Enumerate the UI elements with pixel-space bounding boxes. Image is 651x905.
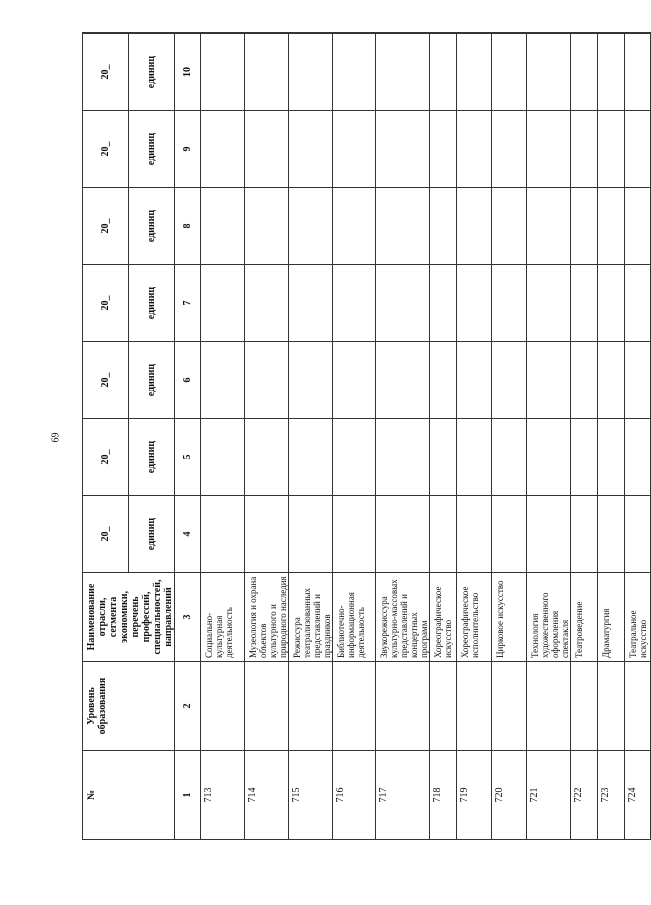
header-year: 20_ xyxy=(83,496,129,573)
row-value-cell xyxy=(492,111,527,188)
table-row xyxy=(333,33,376,840)
row-value-cell xyxy=(333,33,376,34)
header-unit: единиц xyxy=(129,188,175,265)
column-number: 8 xyxy=(175,188,201,265)
row-value-cell xyxy=(289,496,333,573)
table-row xyxy=(492,33,527,840)
row-level-cell xyxy=(598,662,625,751)
row-number: 715 xyxy=(289,751,333,840)
table-row xyxy=(625,33,651,840)
row-number: 724 xyxy=(625,751,651,840)
row-value-cell xyxy=(289,34,333,111)
header-year: 20_ xyxy=(83,419,129,496)
row-value-cell xyxy=(492,34,527,111)
column-number: 2 xyxy=(175,662,201,751)
row-value-cell xyxy=(571,419,598,496)
row-value-cell xyxy=(492,33,527,34)
row-value-cell xyxy=(527,188,571,265)
row-value-cell xyxy=(201,111,245,188)
table-row xyxy=(430,33,457,840)
row-value-cell xyxy=(598,188,625,265)
row-value-cell xyxy=(492,419,527,496)
row-value-cell xyxy=(289,188,333,265)
row-value-cell xyxy=(289,33,333,34)
row-level-cell xyxy=(571,662,598,751)
row-value-cell xyxy=(376,265,430,342)
row-value-cell xyxy=(333,265,376,342)
row-value-cell xyxy=(571,496,598,573)
header-unit: единиц xyxy=(129,342,175,419)
row-value-cell xyxy=(201,496,245,573)
row-value-cell xyxy=(625,419,651,496)
row-value-cell xyxy=(625,34,651,111)
row-value-cell xyxy=(333,496,376,573)
row-value-cell xyxy=(289,111,333,188)
column-number: 7 xyxy=(175,265,201,342)
row-value-cell xyxy=(430,265,457,342)
row-name: Режиссура театрализованных представлений и праздников xyxy=(289,573,333,662)
row-value-cell xyxy=(333,34,376,111)
header-year: 20_ xyxy=(83,265,129,342)
row-value-cell xyxy=(376,419,430,496)
row-value-cell xyxy=(457,342,492,419)
header-unit xyxy=(129,33,175,34)
row-value-cell xyxy=(289,265,333,342)
row-value-cell xyxy=(245,188,289,265)
row-value-cell xyxy=(430,496,457,573)
table-row xyxy=(289,33,333,840)
header-total xyxy=(83,33,129,34)
row-value-cell xyxy=(245,34,289,111)
row-name: Хореографическое исполнительство xyxy=(457,573,492,662)
row-value-cell xyxy=(598,34,625,111)
row-value-cell xyxy=(457,265,492,342)
row-value-cell xyxy=(245,419,289,496)
row-value-cell xyxy=(245,496,289,573)
column-number: 5 xyxy=(175,419,201,496)
row-value-cell xyxy=(245,33,289,34)
rotated-page-content xyxy=(82,33,648,840)
row-value-cell xyxy=(625,33,651,34)
row-level-cell xyxy=(245,662,289,751)
row-value-cell xyxy=(201,342,245,419)
row-level-cell xyxy=(333,662,376,751)
row-value-cell xyxy=(571,342,598,419)
column-number xyxy=(175,33,201,34)
header-unit: единиц xyxy=(129,419,175,496)
row-value-cell xyxy=(376,33,430,34)
row-value-cell xyxy=(527,342,571,419)
row-value-cell xyxy=(201,188,245,265)
row-value-cell xyxy=(625,111,651,188)
row-value-cell xyxy=(457,188,492,265)
table-row xyxy=(457,33,492,840)
row-value-cell xyxy=(457,419,492,496)
row-number: 720 xyxy=(492,751,527,840)
row-value-cell xyxy=(333,188,376,265)
row-name: Музеология и охрана объектов культурного и природного наследия xyxy=(245,573,289,662)
header-year: 20_ xyxy=(83,34,129,111)
row-value-cell xyxy=(527,496,571,573)
row-name: Хореографическое искусство xyxy=(430,573,457,662)
table-row xyxy=(376,33,430,840)
row-value-cell xyxy=(245,265,289,342)
column-number: 4 xyxy=(175,496,201,573)
header-level: Уровень образования xyxy=(83,662,175,751)
row-value-cell xyxy=(492,188,527,265)
column-number-row xyxy=(175,33,201,840)
row-value-cell xyxy=(430,111,457,188)
header-name: Наименование отрасли, сегмента экономики, перечень профессий, специальностей, направлений xyxy=(83,573,175,662)
row-value-cell xyxy=(492,496,527,573)
row-value-cell xyxy=(527,34,571,111)
row-value-cell xyxy=(457,34,492,111)
row-value-cell xyxy=(527,419,571,496)
row-value-cell xyxy=(625,342,651,419)
row-value-cell xyxy=(430,342,457,419)
row-value-cell xyxy=(430,188,457,265)
row-value-cell xyxy=(598,419,625,496)
table-row xyxy=(598,33,625,840)
row-value-cell xyxy=(376,111,430,188)
row-value-cell xyxy=(457,111,492,188)
row-number: 721 xyxy=(527,751,571,840)
row-value-cell xyxy=(625,265,651,342)
row-name: Театральное искусство xyxy=(625,573,651,662)
row-value-cell xyxy=(430,34,457,111)
header-year: 20_ xyxy=(83,111,129,188)
row-level-cell xyxy=(376,662,430,751)
row-number: 713 xyxy=(201,751,245,840)
row-value-cell xyxy=(598,496,625,573)
row-number: 723 xyxy=(598,751,625,840)
row-name: Библиотечно-информационная деятельность xyxy=(333,573,376,662)
row-value-cell xyxy=(333,342,376,419)
header-unit: единиц xyxy=(129,34,175,111)
row-value-cell xyxy=(289,419,333,496)
table-row xyxy=(201,33,245,840)
row-value-cell xyxy=(598,111,625,188)
row-number: 719 xyxy=(457,751,492,840)
row-name: Звукорежиссура культурно-массовых представлений и концертных программ xyxy=(376,573,430,662)
row-level-cell xyxy=(289,662,333,751)
header-number: № xyxy=(83,751,175,840)
row-value-cell xyxy=(492,342,527,419)
row-number: 718 xyxy=(430,751,457,840)
table-row xyxy=(245,33,289,840)
row-value-cell xyxy=(333,111,376,188)
row-value-cell xyxy=(598,265,625,342)
row-value-cell xyxy=(289,342,333,419)
table-row xyxy=(527,33,571,840)
row-value-cell xyxy=(376,188,430,265)
row-name: Социально-культурная деятельность xyxy=(201,573,245,662)
header-unit: единиц xyxy=(129,265,175,342)
row-level-cell xyxy=(430,662,457,751)
column-number: 6 xyxy=(175,342,201,419)
column-number: 1 xyxy=(175,751,201,840)
row-value-cell xyxy=(571,188,598,265)
row-value-cell xyxy=(625,188,651,265)
row-value-cell xyxy=(430,33,457,34)
row-value-cell xyxy=(457,33,492,34)
header-year: 20_ xyxy=(83,342,129,419)
specialties-table xyxy=(82,32,651,840)
row-name: Цирковое искусство xyxy=(492,573,527,662)
row-value-cell xyxy=(625,496,651,573)
row-name: Драматургия xyxy=(598,573,625,662)
row-value-cell xyxy=(201,265,245,342)
header-unit: единиц xyxy=(129,496,175,573)
row-level-cell xyxy=(527,662,571,751)
row-value-cell xyxy=(333,419,376,496)
row-number: 717 xyxy=(376,751,430,840)
row-value-cell xyxy=(598,33,625,34)
page-number: 69 xyxy=(50,432,62,443)
row-value-cell xyxy=(376,342,430,419)
header-row-years xyxy=(83,33,129,840)
row-number: 722 xyxy=(571,751,598,840)
column-number: 3 xyxy=(175,573,201,662)
row-value-cell xyxy=(527,265,571,342)
row-number: 714 xyxy=(245,751,289,840)
row-value-cell xyxy=(201,419,245,496)
row-value-cell xyxy=(457,496,492,573)
table-row xyxy=(571,33,598,840)
row-value-cell xyxy=(571,111,598,188)
row-value-cell xyxy=(571,265,598,342)
header-year: 20_ xyxy=(83,188,129,265)
row-level-cell xyxy=(201,662,245,751)
row-value-cell xyxy=(492,265,527,342)
row-value-cell xyxy=(245,111,289,188)
column-number: 9 xyxy=(175,111,201,188)
column-number: 10 xyxy=(175,34,201,111)
row-value-cell xyxy=(598,342,625,419)
row-value-cell xyxy=(571,33,598,34)
row-level-cell xyxy=(492,662,527,751)
row-level-cell xyxy=(625,662,651,751)
row-value-cell xyxy=(376,34,430,111)
row-name: Технология художественного оформления спектакля xyxy=(527,573,571,662)
row-value-cell xyxy=(527,33,571,34)
row-value-cell xyxy=(571,34,598,111)
row-value-cell xyxy=(376,496,430,573)
header-unit: единиц xyxy=(129,111,175,188)
row-level-cell xyxy=(457,662,492,751)
row-value-cell xyxy=(201,33,245,34)
row-number: 716 xyxy=(333,751,376,840)
row-name: Театроведение xyxy=(571,573,598,662)
row-value-cell xyxy=(245,342,289,419)
rotated-table-wrapper xyxy=(82,33,648,840)
row-value-cell xyxy=(201,34,245,111)
row-value-cell xyxy=(527,111,571,188)
row-value-cell xyxy=(430,419,457,496)
